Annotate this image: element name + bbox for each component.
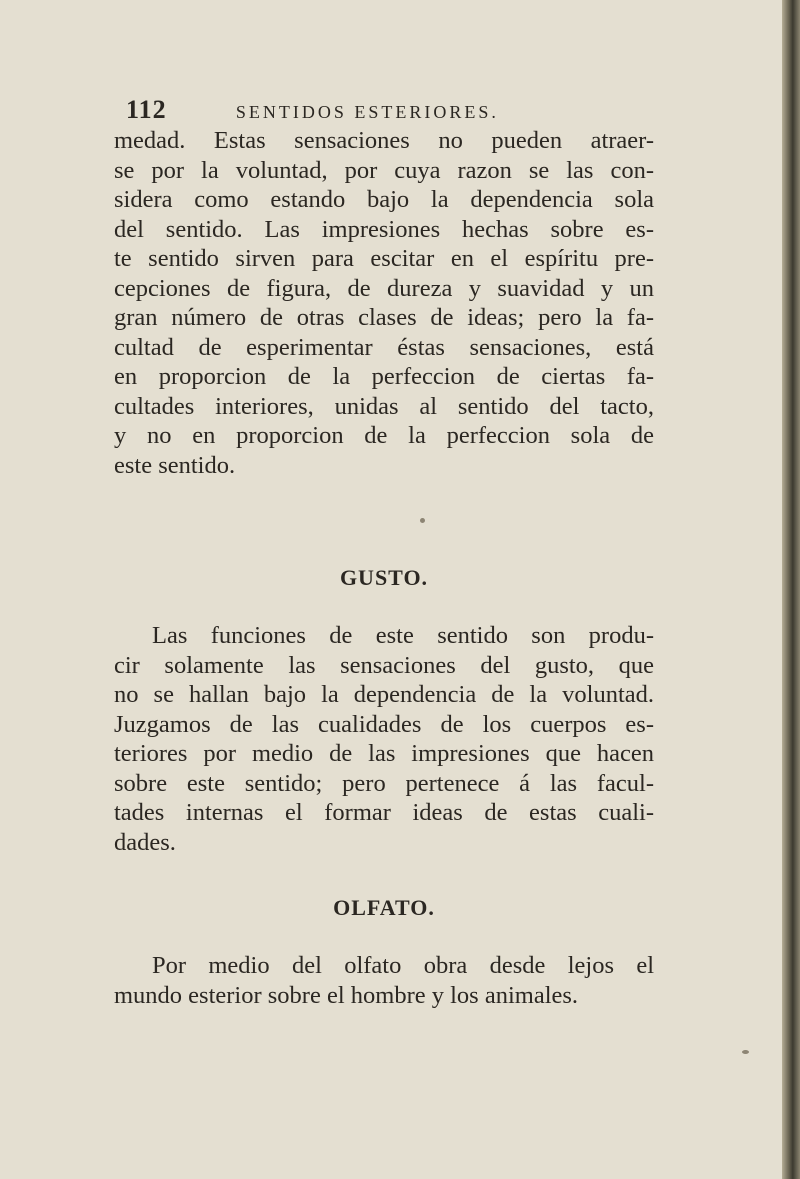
text-line: cepciones de figura, de dureza y suavidad y un [114,274,654,302]
page-text [114,96,654,1010]
running-head [114,96,654,126]
page-edge-shadow [782,0,800,1179]
section-heading-olfato: OLFATO. [333,895,435,920]
text-line: te sentido sirven para escitar en el espíritu pre- [114,245,654,272]
text-line: este sentido. [114,451,236,479]
page-number: 112 [126,95,167,124]
text-line: cir solamente las sensaciones del gusto, que [114,651,654,679]
text-line: tades internas el formar ideas de estas cuali- [114,799,654,826]
paragraph-olfato [114,951,654,1010]
text-line: y no en proporcion de la perfeccion sola de [114,422,654,449]
section-heading-gusto: GUSTO. [339,565,429,590]
paragraph-continuation [114,126,654,480]
text-line: Las funciones de este sentido son produ- [152,622,654,649]
text-line: sidera como estando bajo la dependencia sola [114,186,654,213]
text-line: se por la voluntad, por cuya razon se las con- [114,156,654,184]
text-line: sobre este sentido; pero pertenece á las facul- [114,769,654,797]
text-line: Juzgamos de las cualidades de los cuerpos es- [114,710,654,738]
text-line: cultades interiores, unidas al sentido del tacto, [114,392,654,420]
text-line: dades. [114,828,176,856]
paper-speck [420,518,425,523]
text-line: teriores por medio de las impresiones que hacen [114,740,654,767]
text-line: en proporcion de la perfeccion de ciertas fa- [114,363,654,390]
text-line: gran número de otras clases de ideas; pero la fa- [114,304,654,331]
text-line: del sentido. Las impresiones hechas sobre es- [114,215,654,243]
text-line: mundo esterior sobre el hombre y los animales. [114,981,579,1009]
paragraph-gusto [114,621,654,857]
text-line: medad. Estas sensaciones no pueden atraer- [114,127,654,154]
paper-speck [742,1050,749,1054]
text-line: no se hallan bajo la dependencia de la voluntad. [114,681,654,708]
running-title: SENTIDOS ESTERIORES. [235,102,499,122]
text-line: cultad de esperimentar éstas sensaciones, está [114,333,654,361]
text-line: Por medio del olfato obra desde lejos el [152,952,654,979]
